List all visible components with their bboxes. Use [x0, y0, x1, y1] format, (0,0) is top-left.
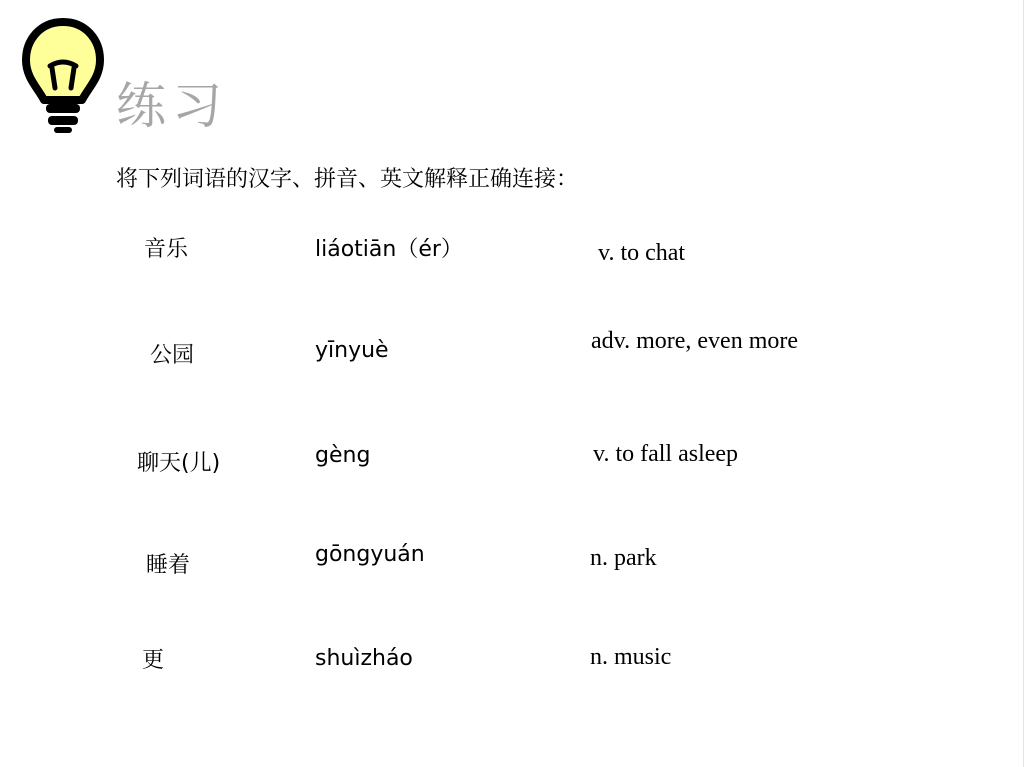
english-item: n. music [590, 644, 672, 670]
pinyin-item: gōngyuán [315, 542, 425, 567]
pinyin-item: gèng [315, 443, 371, 468]
english-item: v. to chat [598, 240, 686, 266]
english-item: adv. more, even more [591, 328, 799, 354]
slide-title: 练习 [116, 77, 228, 135]
hanzi-item: 睡着 [146, 553, 191, 578]
pinyin-item: yīnyuè [315, 338, 389, 363]
pinyin-item: liáotiān（ér） [315, 237, 463, 262]
lightbulb-icon [22, 18, 104, 134]
hanzi-item: 公园 [150, 343, 195, 368]
english-item: n. park [590, 545, 657, 571]
hanzi-item: 更 [142, 648, 165, 673]
hanzi-item: 音乐 [144, 237, 189, 262]
instruction-text: 将下列词语的汉字、拼音、英文解释正确连接： [116, 167, 579, 192]
english-item: v. to fall asleep [593, 441, 739, 467]
hanzi-item: 聊天(儿) [137, 451, 221, 476]
pinyin-item: shuìzháo [315, 646, 413, 671]
